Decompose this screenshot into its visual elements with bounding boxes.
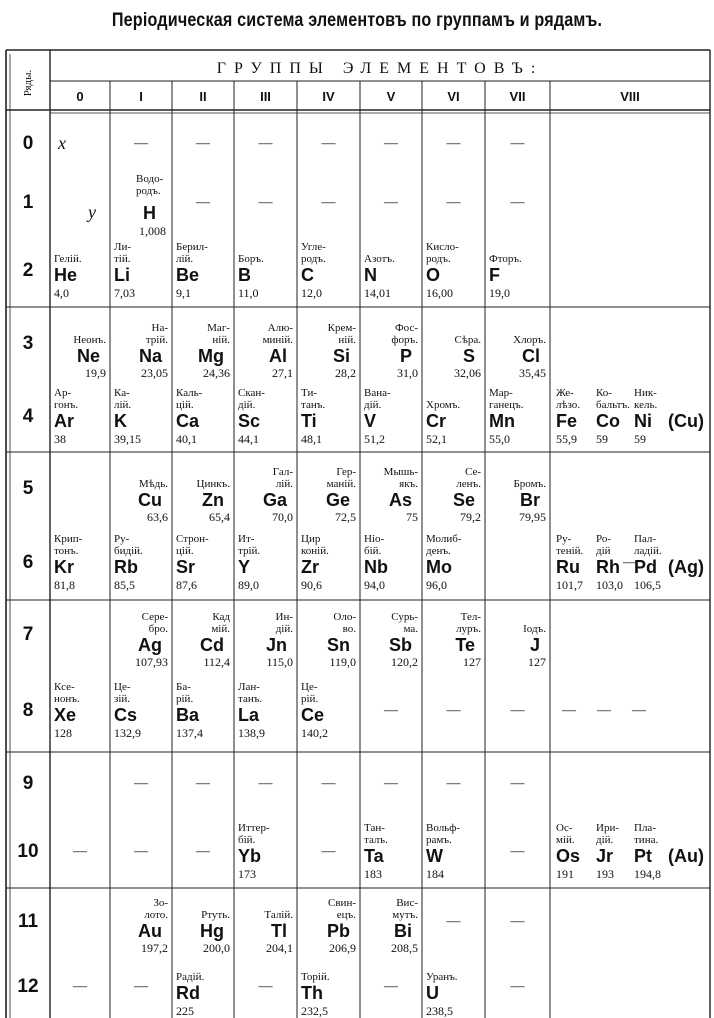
empty-dash: —	[134, 135, 148, 151]
lead-weight: 206,9	[329, 941, 356, 955]
nitrogen-weight: 14,01	[364, 286, 391, 300]
barium-weight: 137,4	[176, 726, 203, 740]
empty-dash: —	[384, 703, 398, 718]
uranium-symbol: U	[426, 983, 439, 1003]
cobalt-name: Ко- бальтъ.	[596, 386, 630, 411]
molybdenum-symbol: Mo	[426, 556, 452, 577]
thallium-symbol: Tl	[271, 921, 287, 941]
helium-symbol: He	[54, 265, 78, 285]
uranium-weight: 238,5	[426, 1004, 453, 1018]
ytterbium-symbol: Yb	[238, 845, 262, 866]
empty-dash: —	[446, 135, 461, 151]
vanadium-weight: 51,2	[364, 431, 385, 446]
titanium-weight: 48,1	[301, 431, 322, 446]
silver-name: Сере- бро.	[141, 611, 168, 635]
potassium-symbol: K	[114, 410, 127, 431]
nickel-symbol: Ni	[634, 410, 652, 431]
yttrium-weight: 89,0	[238, 577, 259, 592]
thorium-weight: 232,5	[301, 1004, 328, 1018]
antimony-name: Сурь- ма.	[391, 611, 418, 635]
osmium-name: Ос- мій.	[556, 821, 575, 846]
hydrogen-symbol: H	[143, 203, 156, 223]
neon-weight: 19,9	[85, 366, 106, 380]
uranium-name: Уранъ.	[426, 971, 458, 983]
cerium-name: Це- рій.	[301, 681, 319, 705]
helium-name: Гелій.	[54, 253, 82, 265]
empty-dash: —	[321, 775, 336, 791]
empty-dash: —	[446, 194, 461, 210]
cadmium-weight: 112,4	[203, 655, 230, 669]
scandium-weight: 44,1	[238, 431, 259, 446]
beryllium-weight: 9,1	[176, 286, 191, 300]
calcium-weight: 40,1	[176, 431, 197, 446]
empty-dash: —	[134, 979, 148, 994]
antimony-symbol: Sb	[388, 635, 412, 655]
germanium-weight: 72,5	[335, 510, 356, 524]
empty-dash: —	[258, 979, 273, 994]
placeholder-y: y	[88, 202, 96, 222]
zinc-weight: 65,4	[209, 510, 230, 524]
empty-dash: —	[258, 775, 273, 791]
row-number-1: 1	[22, 191, 34, 213]
niobium-symbol: Nb	[364, 556, 388, 577]
nitrogen-name: Азотъ.	[364, 253, 395, 265]
chlorine-weight: 35,45	[519, 366, 546, 380]
empty-dash: —	[321, 843, 336, 859]
row-number-5: 5	[22, 477, 34, 499]
empty-dash: —	[384, 135, 398, 151]
placeholder-x: x	[58, 133, 66, 153]
chromium-symbol: Cr	[426, 410, 447, 431]
osmium-weight: 191	[556, 866, 574, 881]
arsenic-weight: 75	[406, 510, 418, 524]
rhodium-weight: 103,0	[596, 577, 623, 592]
ytterbium-name: Иттер- бій.	[238, 821, 270, 846]
lead-symbol: Pb	[326, 921, 350, 941]
boron-symbol: B	[238, 265, 251, 285]
bromine-weight: 79,95	[519, 510, 546, 524]
rows-header-label: Ряды.	[22, 69, 34, 97]
empty-dash: —	[562, 703, 576, 718]
krypton-symbol: Kr	[54, 556, 75, 577]
strontium-weight: 87,6	[176, 577, 197, 592]
krypton-weight: 81,8	[54, 577, 75, 592]
zirconium-symbol: Zr	[301, 556, 319, 577]
magnesium-symbol: Mg	[198, 346, 224, 366]
empty-dash: —	[258, 135, 273, 151]
titanium-symbol: Ti	[301, 410, 317, 431]
phosphorus-weight: 31,0	[397, 366, 418, 380]
manganese-name: Мар- ганецъ.	[489, 386, 524, 411]
group-header-v: V	[386, 89, 396, 104]
mercury-symbol: Hg	[200, 921, 224, 941]
caesium-name: Це- зій.	[114, 681, 131, 705]
lithium-symbol: Li	[114, 265, 130, 285]
group8-note-row6: (Ag)	[668, 556, 704, 577]
empty-dash: —	[196, 135, 210, 151]
xenon-weight: 128	[54, 726, 72, 740]
strontium-name: Строн- цій.	[176, 532, 209, 557]
cobalt-weight: 59	[596, 431, 608, 446]
row-number-0: 0	[22, 132, 34, 154]
tellurium-name: Тел- луръ.	[456, 611, 481, 635]
tantalum-name: Тан- талъ.	[364, 821, 388, 846]
group-header-ii: II	[199, 89, 207, 104]
ruthenium-weight: 101,7	[556, 577, 583, 592]
chlorine-name: Хлоръ.	[513, 334, 546, 346]
neon-name: Неонъ.	[73, 334, 106, 346]
tin-symbol: Sn	[326, 635, 350, 655]
manganese-symbol: Mn	[489, 410, 515, 431]
boron-weight: 11,0	[238, 286, 259, 300]
row-number-9: 9	[22, 772, 34, 794]
tellurium-symbol: Te	[455, 635, 475, 655]
empty-dash: —	[196, 194, 210, 210]
mercury-weight: 200,0	[203, 941, 230, 955]
vanadium-name: Вана- дій.	[364, 386, 391, 411]
empty-dash: —	[446, 703, 461, 718]
group-header-vii: VII	[509, 89, 526, 104]
groups-header-title: ГРУППЫ ЭЛЕМЕНТОВЪ:	[216, 60, 544, 77]
hydrogen-weight: 1,008	[139, 224, 166, 238]
lithium-weight: 7,03	[114, 286, 135, 300]
page-title: Періодическая система элементовъ по группамъ и рядамъ.	[111, 10, 603, 31]
magnesium-name: Маг- ній.	[207, 322, 230, 346]
group8-note-row4: (Cu)	[668, 410, 704, 431]
palladium-symbol: Pd	[634, 556, 658, 577]
group-header-iv: IV	[322, 89, 335, 104]
sodium-name: На- трій.	[145, 322, 168, 346]
chromium-name: Хромъ.	[426, 398, 461, 411]
empty-dash: —	[632, 703, 646, 718]
argon-symbol: Ar	[54, 410, 75, 431]
iodine-name: Іодъ.	[523, 623, 546, 635]
xenon-name: Ксе- нонъ.	[54, 681, 80, 705]
gallium-name: Гал- лій.	[272, 466, 293, 490]
ruthenium-symbol: Ru	[556, 556, 580, 577]
selenium-weight: 79,2	[460, 510, 481, 524]
aluminium-symbol: Al	[269, 346, 287, 366]
gold-name: Зо- лото.	[144, 897, 168, 921]
boron-name: Боръ.	[238, 253, 264, 265]
oxygen-symbol: O	[426, 265, 441, 285]
silicon-name: Крем- ній.	[327, 322, 356, 346]
sulfur-symbol: S	[462, 346, 475, 366]
nickel-name: Ник- кель.	[634, 386, 658, 411]
row-number-6: 6	[22, 551, 34, 573]
carbon-symbol: C	[301, 265, 314, 285]
scandium-name: Скан- дій.	[238, 386, 265, 411]
empty-dash: —	[321, 194, 336, 210]
yttrium-name: Ит- трій.	[238, 532, 261, 557]
empty-dash: —	[73, 843, 87, 859]
iodine-weight: 127	[528, 655, 546, 669]
mercury-name: Ртуть.	[201, 909, 230, 921]
ruthenium-name: Ру- теній.	[556, 532, 584, 557]
bismuth-symbol: Bi	[394, 921, 412, 941]
empty-dash: —	[384, 194, 398, 210]
radium-symbol: Rd	[176, 983, 200, 1003]
gallium-weight: 70,0	[272, 510, 293, 524]
copper-name: Мѣдь.	[138, 478, 168, 490]
tantalum-symbol: Ta	[364, 845, 384, 866]
arsenic-name: Мышь- якъ.	[383, 466, 418, 490]
zinc-symbol: Zn	[202, 490, 224, 510]
empty-dash: —	[510, 843, 525, 859]
empty-dash: —	[510, 979, 525, 994]
iridium-symbol: Jr	[596, 845, 614, 866]
empty-dash: —	[134, 775, 148, 791]
oxygen-name: Кисло- родъ.	[426, 241, 459, 265]
tungsten-weight: 184	[426, 866, 444, 881]
empty-dash: —	[134, 843, 148, 859]
arsenic-symbol: As	[388, 490, 412, 510]
palladium-weight: 106,5	[634, 577, 661, 592]
iron-symbol: Fe	[556, 410, 578, 431]
sulfur-weight: 32,06	[454, 366, 481, 380]
beryllium-name: Берил- лій.	[176, 241, 208, 265]
osmium-symbol: Os	[556, 845, 581, 866]
row-number-2: 2	[22, 260, 34, 281]
silver-weight: 107,93	[135, 655, 168, 669]
carbon-weight: 12,0	[301, 286, 322, 300]
thallium-name: Талій.	[264, 909, 293, 921]
rhodium-name: Ро- дій	[596, 532, 612, 557]
sodium-symbol: Na	[138, 346, 162, 366]
fluorine-symbol: F	[489, 265, 500, 285]
row-number-4: 4	[22, 405, 34, 427]
zirconium-weight: 90,6	[301, 577, 322, 592]
tin-weight: 119,0	[329, 655, 356, 669]
bismuth-weight: 208,5	[391, 941, 418, 955]
phosphorus-symbol: P	[399, 346, 412, 366]
titanium-name: Ти- танъ.	[301, 386, 326, 411]
empty-dash: —	[446, 775, 461, 791]
fluorine-name: Фторъ.	[489, 253, 522, 265]
empty-dash: —	[321, 135, 336, 151]
sodium-weight: 23,05	[141, 366, 168, 380]
indium-weight: 115,0	[266, 655, 293, 669]
beryllium-symbol: Be	[176, 265, 200, 285]
zirconium-name: Цир коній.	[301, 532, 329, 557]
potassium-weight: 39,15	[114, 431, 141, 446]
platinum-symbol: Pt	[634, 845, 652, 866]
row-number-12: 12	[17, 976, 39, 997]
radium-name: Радій.	[176, 971, 205, 983]
rhodium-symbol: Rh	[596, 556, 620, 577]
aluminium-weight: 27,1	[272, 366, 293, 380]
palladium-name: Пал- ладій.	[634, 532, 662, 557]
caesium-weight: 132,9	[114, 726, 141, 740]
lanthanum-symbol: La	[238, 705, 260, 725]
phosphorus-name: Фос- форъ.	[391, 322, 418, 346]
ytterbium-weight: 173	[238, 866, 256, 881]
group-header-i: I	[139, 89, 143, 104]
empty-dash: —	[510, 775, 525, 791]
calcium-name: Каль- цій.	[176, 386, 203, 411]
iridium-weight: 193	[596, 866, 614, 881]
argon-name: Ар- гонъ.	[54, 386, 79, 411]
row-number-11: 11	[17, 911, 39, 932]
neon-symbol: Ne	[76, 346, 100, 366]
hydrogen-name: Водо- родъ.	[136, 173, 164, 197]
selenium-name: Се- ленъ.	[456, 466, 481, 490]
niobium-weight: 94,0	[364, 577, 385, 592]
argon-weight: 38	[54, 431, 66, 446]
lithium-name: Ли- тій.	[114, 241, 132, 265]
row-number-3: 3	[22, 333, 34, 354]
empty-dash: —	[384, 979, 398, 994]
bromine-name: Бромъ.	[513, 478, 546, 490]
platinum-name: Пла- тина.	[634, 821, 659, 846]
iron-name: Же- лѣзо.	[556, 386, 580, 411]
tungsten-symbol: W	[426, 845, 443, 866]
empty-dash: —	[446, 914, 461, 929]
lanthanum-weight: 138,9	[238, 726, 265, 740]
tellurium-weight: 127	[463, 655, 481, 669]
indium-symbol: Jn	[265, 635, 287, 655]
empty-dash: —	[510, 914, 525, 929]
rubidium-symbol: Rb	[114, 556, 138, 577]
cadmium-symbol: Cd	[200, 635, 224, 655]
empty-dash: —	[597, 703, 611, 718]
empty-dash: —	[258, 194, 273, 210]
nitrogen-symbol: N	[364, 265, 377, 285]
empty-dash: —	[623, 554, 637, 570]
caesium-symbol: Cs	[114, 705, 138, 725]
helium-weight: 4,0	[54, 286, 69, 300]
row-number-7: 7	[22, 624, 34, 645]
bismuth-name: Вис- мутъ.	[392, 897, 418, 921]
group-header-viii: VIII	[620, 89, 640, 104]
barium-symbol: Ba	[176, 705, 200, 725]
thorium-name: Торій.	[301, 971, 330, 983]
krypton-name: Крип- тонъ.	[54, 532, 83, 557]
rubidium-name: Ру- бидій.	[114, 532, 143, 557]
cerium-symbol: Ce	[301, 705, 325, 725]
lanthanum-name: Лан- танъ.	[238, 681, 263, 705]
gallium-symbol: Ga	[262, 490, 287, 510]
thorium-symbol: Th	[301, 983, 323, 1003]
iridium-name: Ири- дій.	[596, 821, 619, 846]
empty-dash: —	[384, 775, 398, 791]
group-header-iii: III	[260, 89, 271, 104]
chromium-weight: 52,1	[426, 431, 447, 446]
group8-note-row10: (Au)	[668, 845, 704, 866]
yttrium-symbol: Y	[238, 556, 251, 577]
lead-name: Свин- ецъ.	[328, 897, 356, 921]
sulfur-name: Сѣра.	[454, 334, 481, 346]
germanium-symbol: Ge	[325, 490, 350, 510]
silver-symbol: Ag	[138, 635, 162, 655]
copper-symbol: Cu	[138, 490, 162, 510]
scandium-symbol: Sc	[238, 410, 261, 431]
row-number-8: 8	[22, 700, 34, 721]
empty-dash: —	[510, 194, 525, 210]
germanium-name: Гер- маній.	[326, 466, 356, 490]
oxygen-weight: 16,00	[426, 286, 453, 300]
fluorine-weight: 19,0	[489, 286, 510, 300]
gold-weight: 197,2	[141, 941, 168, 955]
cadmium-name: Кад мій.	[211, 611, 230, 635]
gold-symbol: Au	[138, 921, 162, 941]
aluminium-name: Алю- миній.	[262, 322, 293, 346]
xenon-symbol: Xe	[54, 705, 77, 725]
zinc-name: Цинкъ.	[196, 478, 230, 490]
group-header-vi: VI	[447, 89, 460, 104]
manganese-weight: 55,0	[489, 431, 510, 446]
thallium-weight: 204,1	[266, 941, 293, 955]
potassium-name: Ка- лій.	[114, 386, 132, 411]
carbon-name: Угле- родъ.	[301, 241, 326, 265]
bromine-symbol: Br	[519, 490, 540, 510]
tungsten-name: Вольф- рамъ.	[426, 821, 460, 846]
niobium-name: Ніо- бій.	[364, 532, 385, 557]
empty-dash: —	[196, 775, 210, 791]
tantalum-weight: 183	[364, 866, 382, 881]
rubidium-weight: 85,5	[114, 577, 135, 592]
group-header-0: 0	[76, 89, 84, 104]
molybdenum-name: Молиб- денъ.	[426, 532, 462, 557]
empty-dash: —	[73, 979, 87, 994]
empty-dash: —	[196, 843, 210, 859]
empty-dash: —	[510, 703, 525, 718]
cobalt-symbol: Co	[596, 410, 620, 431]
barium-name: Ба- рій.	[176, 681, 194, 705]
iodine-symbol: J	[529, 635, 540, 655]
silicon-weight: 28,2	[335, 366, 356, 380]
iron-weight: 55,9	[556, 431, 577, 446]
indium-name: Ин- дій.	[275, 611, 293, 635]
vanadium-symbol: V	[364, 410, 377, 431]
row-number-10: 10	[17, 840, 39, 862]
strontium-symbol: Sr	[176, 556, 196, 577]
cerium-weight: 140,2	[301, 726, 328, 740]
nickel-weight: 59	[634, 431, 646, 446]
radium-weight: 225	[176, 1004, 194, 1018]
antimony-weight: 120,2	[391, 655, 418, 669]
chlorine-symbol: Cl	[522, 346, 540, 366]
selenium-symbol: Se	[452, 490, 475, 510]
copper-weight: 63,6	[147, 510, 168, 524]
calcium-symbol: Ca	[176, 410, 200, 431]
tin-name: Оло- во.	[333, 611, 356, 635]
empty-dash: —	[510, 135, 525, 151]
platinum-weight: 194,8	[634, 866, 661, 881]
molybdenum-weight: 96,0	[426, 577, 447, 592]
silicon-symbol: Si	[332, 346, 350, 366]
magnesium-weight: 24,36	[203, 366, 230, 380]
